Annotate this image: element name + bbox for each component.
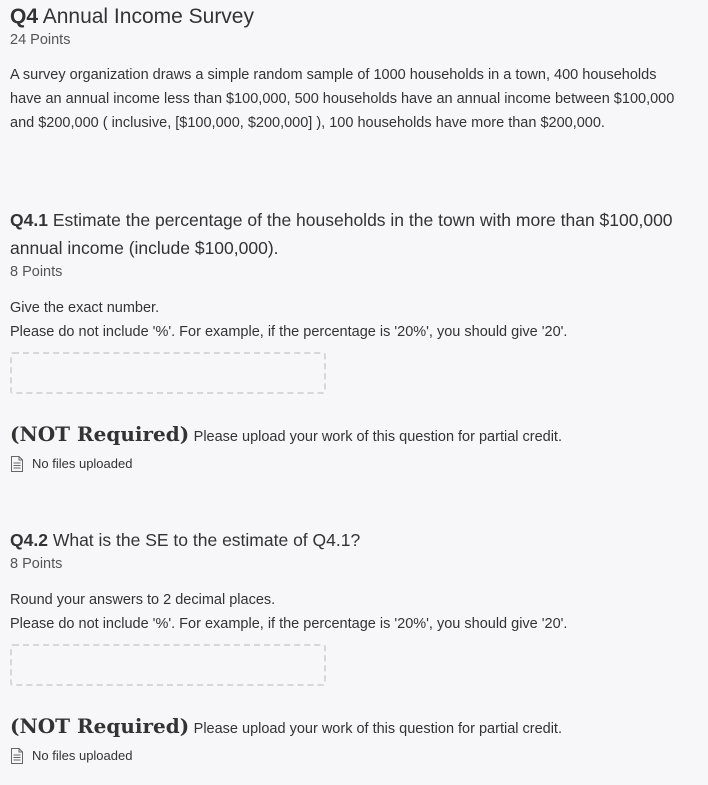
q42-files[interactable] bbox=[10, 748, 132, 764]
q41-files-status: No files uploaded bbox=[32, 456, 133, 471]
q41-title bbox=[10, 206, 690, 262]
q42-title-text: What is the SE to the estimate of Q4.1? bbox=[52, 530, 361, 550]
q42-instruction-1: Round your answers to 2 decimal places. bbox=[10, 592, 276, 608]
q42-upload-text: Please upload your work of this question for partial credit. bbox=[193, 721, 562, 737]
file-icon bbox=[10, 456, 24, 472]
q41-files[interactable] bbox=[10, 456, 132, 472]
q42-files-status: No files uploaded bbox=[32, 748, 133, 763]
q42-number: Q4.2 bbox=[10, 530, 48, 550]
q42-instruction-2: Please do not include '%'. For example, if the percentage is '20%', you should give '20'. bbox=[10, 616, 568, 632]
q41-instruction-1: Give the exact number. bbox=[10, 300, 160, 316]
q41-not-required: (NOT Required) bbox=[10, 422, 190, 446]
q4-title bbox=[10, 2, 254, 32]
file-icon bbox=[10, 748, 24, 764]
q42-title bbox=[10, 526, 690, 554]
q41-instruction-2: Please do not include '%'. For example, if the percentage is '20%', you should give '20'. bbox=[10, 324, 568, 340]
q41-points: 8 Points bbox=[10, 264, 63, 280]
q42-not-required: (NOT Required) bbox=[10, 714, 190, 738]
q42-points: 8 Points bbox=[10, 556, 63, 572]
q4-title-text: Annual Income Survey bbox=[42, 5, 254, 28]
q4-number: Q4 bbox=[10, 5, 39, 28]
q41-number: Q4.1 bbox=[10, 210, 48, 230]
q4-points: 24 Points bbox=[10, 32, 71, 48]
q41-answer-input[interactable] bbox=[10, 352, 326, 394]
q41-title-text: Estimate the percentage of the households in the town with more than $100,000 annual income (include $100,000). bbox=[10, 210, 673, 258]
q4-description: A survey organization draws a simple random sample of 1000 households in a town, 400 households have an annual income less than $100,000, 500 households have an annual income between $100,000 and $200,000 ( inclusive, [$100,000, $200,000] ), 100 households have more than $200,000. bbox=[10, 67, 675, 131]
q42-upload-prompt bbox=[10, 713, 562, 742]
q41-upload-text: Please upload your work of this question for partial credit. bbox=[193, 429, 562, 445]
q42-answer-input[interactable] bbox=[10, 644, 326, 686]
q41-upload-prompt bbox=[10, 421, 562, 450]
